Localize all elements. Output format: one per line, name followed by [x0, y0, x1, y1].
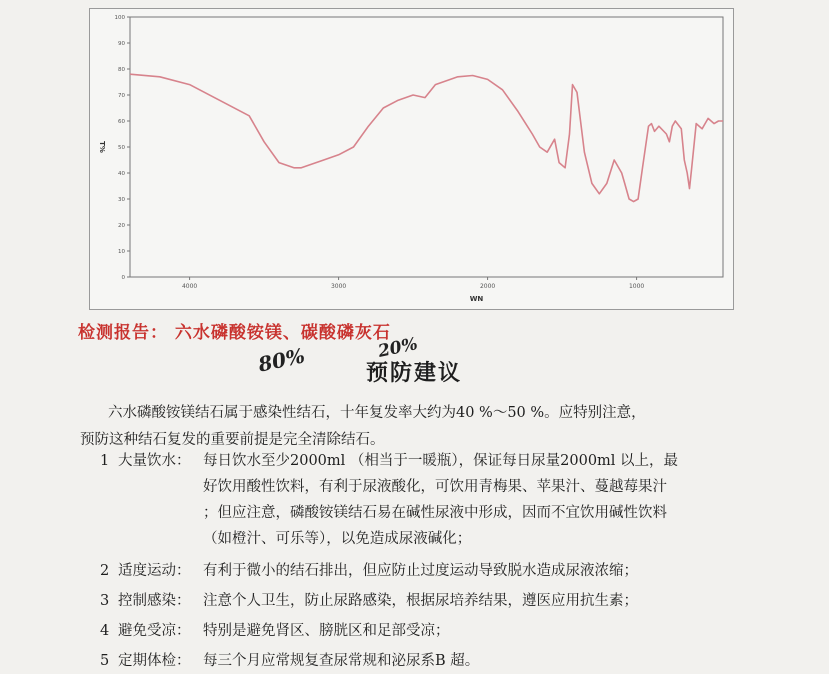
- item-label: 避免受凉：: [118, 623, 191, 639]
- spectrum-line: [130, 74, 723, 201]
- y-tick-label: 0: [121, 275, 125, 281]
- x-tick-label: 3000: [330, 283, 347, 290]
- x-axis-label: WN: [469, 295, 484, 303]
- item-text-line: ；但应注意，磷酸铵镁结石易在碱性尿液中形成，因而不宜饮用碱性饮料: [203, 505, 667, 521]
- item-number: 3: [100, 593, 110, 609]
- item-number: 5: [100, 653, 110, 669]
- item-label: 定期体检：: [118, 653, 191, 669]
- handwritten-note-1: 80%: [256, 343, 307, 377]
- item-number: 2: [100, 563, 110, 579]
- y-tick-label: 90: [118, 41, 125, 47]
- y-tick-label: 60: [118, 119, 125, 125]
- item-text-line: 有利于微小的结石排出，但应防止过度运动导致脱水造成尿液浓缩；: [203, 563, 638, 579]
- y-tick-label: 80: [118, 67, 125, 73]
- advice-list: [80, 448, 760, 674]
- y-tick-label: 10: [118, 249, 125, 255]
- advice-item-checkup: [80, 648, 760, 674]
- report-heading: 检测报告： 六水磷酸铵镁、碳酸磷灰石: [78, 323, 391, 343]
- y-tick-label: 40: [118, 171, 125, 177]
- advice-item-drink-water: [80, 448, 760, 552]
- x-tick-label: 2000: [479, 283, 496, 290]
- advice-item-exercise: [80, 558, 760, 584]
- ir-spectrum-svg: [90, 9, 733, 309]
- y-tick-label: 70: [118, 93, 125, 99]
- item-text-line: 每日饮水至少2000ml （相当于一暖瓶），保证每日尿量2000ml 以上，最: [203, 453, 679, 469]
- intro-paragraph: [80, 400, 760, 454]
- item-text-line: 特别是避免肾区、膀胱区和足部受凉；: [203, 623, 450, 639]
- item-text-line: 好饮用酸性饮料，有利于尿液酸化，可饮用青梅果、苹果汁、蔓越莓果汁: [203, 479, 667, 495]
- ir-spectrum-chart: [89, 8, 734, 310]
- y-tick-label: 50: [118, 145, 125, 151]
- y-tick-label: 30: [118, 197, 125, 203]
- advice-item-avoid-cold: [80, 618, 760, 644]
- plot-area: [130, 17, 723, 277]
- y-tick-label: 100: [114, 15, 125, 21]
- x-tick-label: 1000: [628, 283, 645, 290]
- item-text-line: 每三个月应常规复查尿常规和泌尿系B 超。: [203, 653, 480, 669]
- item-label: 适度运动：: [118, 563, 191, 579]
- x-tick-label: 4000: [181, 283, 198, 290]
- handwritten-note-2: 20%: [376, 334, 420, 362]
- y-axis-label: T%: [98, 141, 106, 153]
- y-tick-label: 20: [118, 223, 125, 229]
- item-number: 4: [100, 623, 110, 639]
- intro-line: 六水磷酸铵镁结石属于感染性结石，十年复发率大约为40 %～50 %。应特别注意，: [108, 405, 646, 421]
- advice-item-infection: [80, 588, 760, 614]
- intro-line: 预防这种结石复发的重要前提是完全清除结石。: [80, 432, 385, 448]
- item-label: 控制感染：: [118, 593, 191, 609]
- item-label: 大量饮水：: [118, 453, 191, 469]
- item-text-line: （如橙汁、可乐等），以免造成尿液碱化；: [203, 531, 472, 547]
- page-title: 预防建议: [366, 361, 463, 386]
- item-text-line: 注意个人卫生，防止尿路感染，根据尿培养结果，遵医应用抗生素；: [203, 593, 638, 609]
- item-number: 1: [100, 453, 110, 469]
